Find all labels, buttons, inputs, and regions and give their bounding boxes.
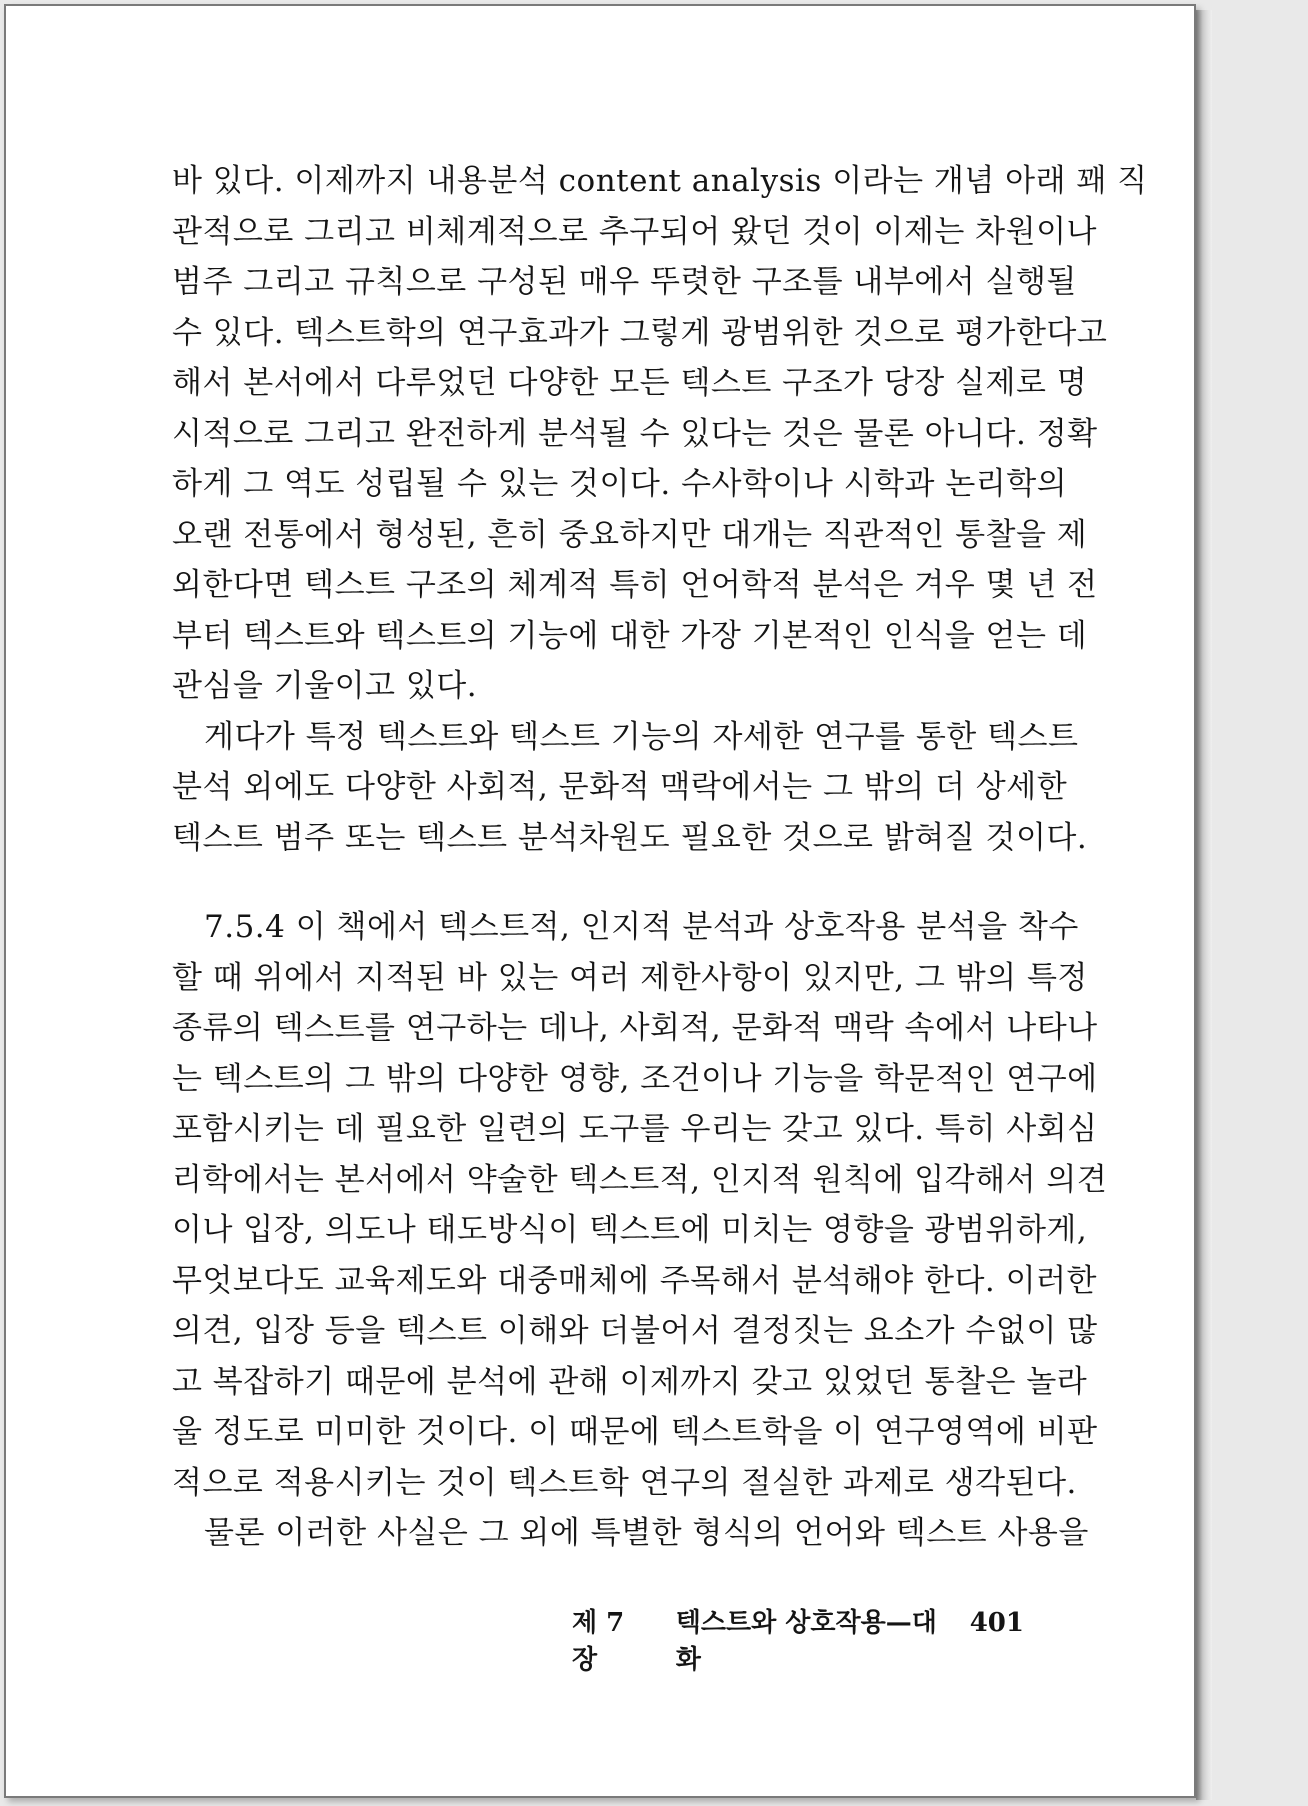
text-line: 오랜 전통에서 형성된, 흔히 중요하지만 대개는 직관적인 통찰을 제 [172, 516, 1088, 553]
text-line: 해서 본서에서 다루었던 다양한 모든 텍스트 구조가 당장 실제로 명 [172, 365, 1088, 401]
section-gap [172, 863, 1024, 902]
text-line: 이나 입장, 의도나 태도방식이 텍스트에 미치는 영향을 광범위하게, [172, 1212, 1088, 1248]
text-line: 범주 그리고 규칙으로 구성된 매우 뚜렷한 구조틀 내부에서 실행될 [172, 264, 1077, 300]
paragraph-1 [172, 156, 1148, 712]
text-line: 무엇보다도 교육제도와 대중매체에 주목해서 분석해야 한다. 이러한 [172, 1262, 1097, 1299]
paragraph-4 [172, 1508, 1089, 1559]
text-line: 바 있다. 이제까지 내용분석 content analysis 이라는 개념 아래 꽤 직 [172, 163, 1148, 199]
section-7-5-4-paragraph [172, 902, 1108, 1508]
text-line: 물론 이러한 사실은 그 외에 특별한 형식의 언어와 텍스트 사용을 [204, 1515, 1089, 1551]
chapter-title: 텍스트와 상호작용—대화 [675, 1608, 937, 1675]
text-line: 게다가 특정 텍스트와 텍스트 기능의 자세한 연구를 통한 텍스트 [204, 718, 1079, 755]
text-line: 하게 그 역도 성립될 수 있는 것이다. 수사학이나 시학과 논리학의 [172, 466, 1068, 502]
text-line: 할 때 위에서 지적된 바 있는 여러 제한사항이 있지만, 그 밖의 특정 [172, 959, 1088, 996]
paragraph-2 [172, 712, 1088, 864]
body-text [172, 156, 1148, 1559]
text-line: 의견, 입장 등을 텍스트 이해와 더불어서 결정짓는 요소가 수없이 많 [172, 1313, 1098, 1349]
text-line: 시적으로 그리고 완전하게 분석될 수 있다는 것은 물론 아니다. 정확 [172, 415, 1098, 452]
page-edge-shadow [1196, 10, 1212, 1800]
text-line: 외한다면 텍스트 구조의 체계적 특히 언어학적 분석은 겨우 몇 년 전 [172, 567, 1098, 603]
text-line: 적으로 적용시키는 것이 텍스트학 연구의 절실한 과제로 생각된다. [172, 1464, 1077, 1501]
text-line: 고 복잡하기 때문에 분석에 관해 이제까지 갖고 있었던 통찰은 놀라 [172, 1363, 1088, 1400]
text-line: 관심을 기울이고 있다. [172, 668, 478, 704]
text-line: 종류의 텍스트를 연구하는 데나, 사회적, 문화적 맥락 속에서 나타나 [172, 1010, 1098, 1046]
text-line: 관적으로 그리고 비체계적으로 추구되어 왔던 것이 이제는 차원이나 [172, 213, 1097, 250]
page-footer [572, 1602, 1024, 1676]
text-line: 포함시키는 데 필요한 일련의 도구를 우리는 갖고 있다. 특히 사회심 [172, 1111, 1098, 1147]
text-line: 리학에서는 본서에서 약술한 텍스트적, 인지적 원칙에 입각해서 의견 [172, 1161, 1108, 1198]
chapter-label: 제 7 장 [572, 1608, 625, 1675]
page-number: 401 [969, 1608, 1024, 1638]
text-line: 는 텍스트의 그 밖의 다양한 영향, 조건이나 기능을 학문적인 연구에 [172, 1060, 1098, 1097]
text-line: 울 정도로 미미한 것이다. 이 때문에 텍스트학을 이 연구영역에 비판 [172, 1414, 1098, 1450]
text-line: 부터 텍스트와 텍스트의 기능에 대한 가장 기본적인 인식을 얻는 데 [172, 617, 1088, 654]
text-line: 7.5.4 이 책에서 텍스트적, 인지적 분석과 상호작용 분석을 착수 [204, 909, 1079, 945]
text-line: 분석 외에도 다양한 사회적, 문화적 맥락에서는 그 밖의 더 상세한 [172, 769, 1068, 805]
text-line: 수 있다. 텍스트학의 연구효과가 그렇게 광범위한 것으로 평가한다고 [172, 314, 1108, 351]
text-line: 텍스트 범주 또는 텍스트 분석차원도 필요한 것으로 밝혀질 것이다. [172, 819, 1088, 856]
